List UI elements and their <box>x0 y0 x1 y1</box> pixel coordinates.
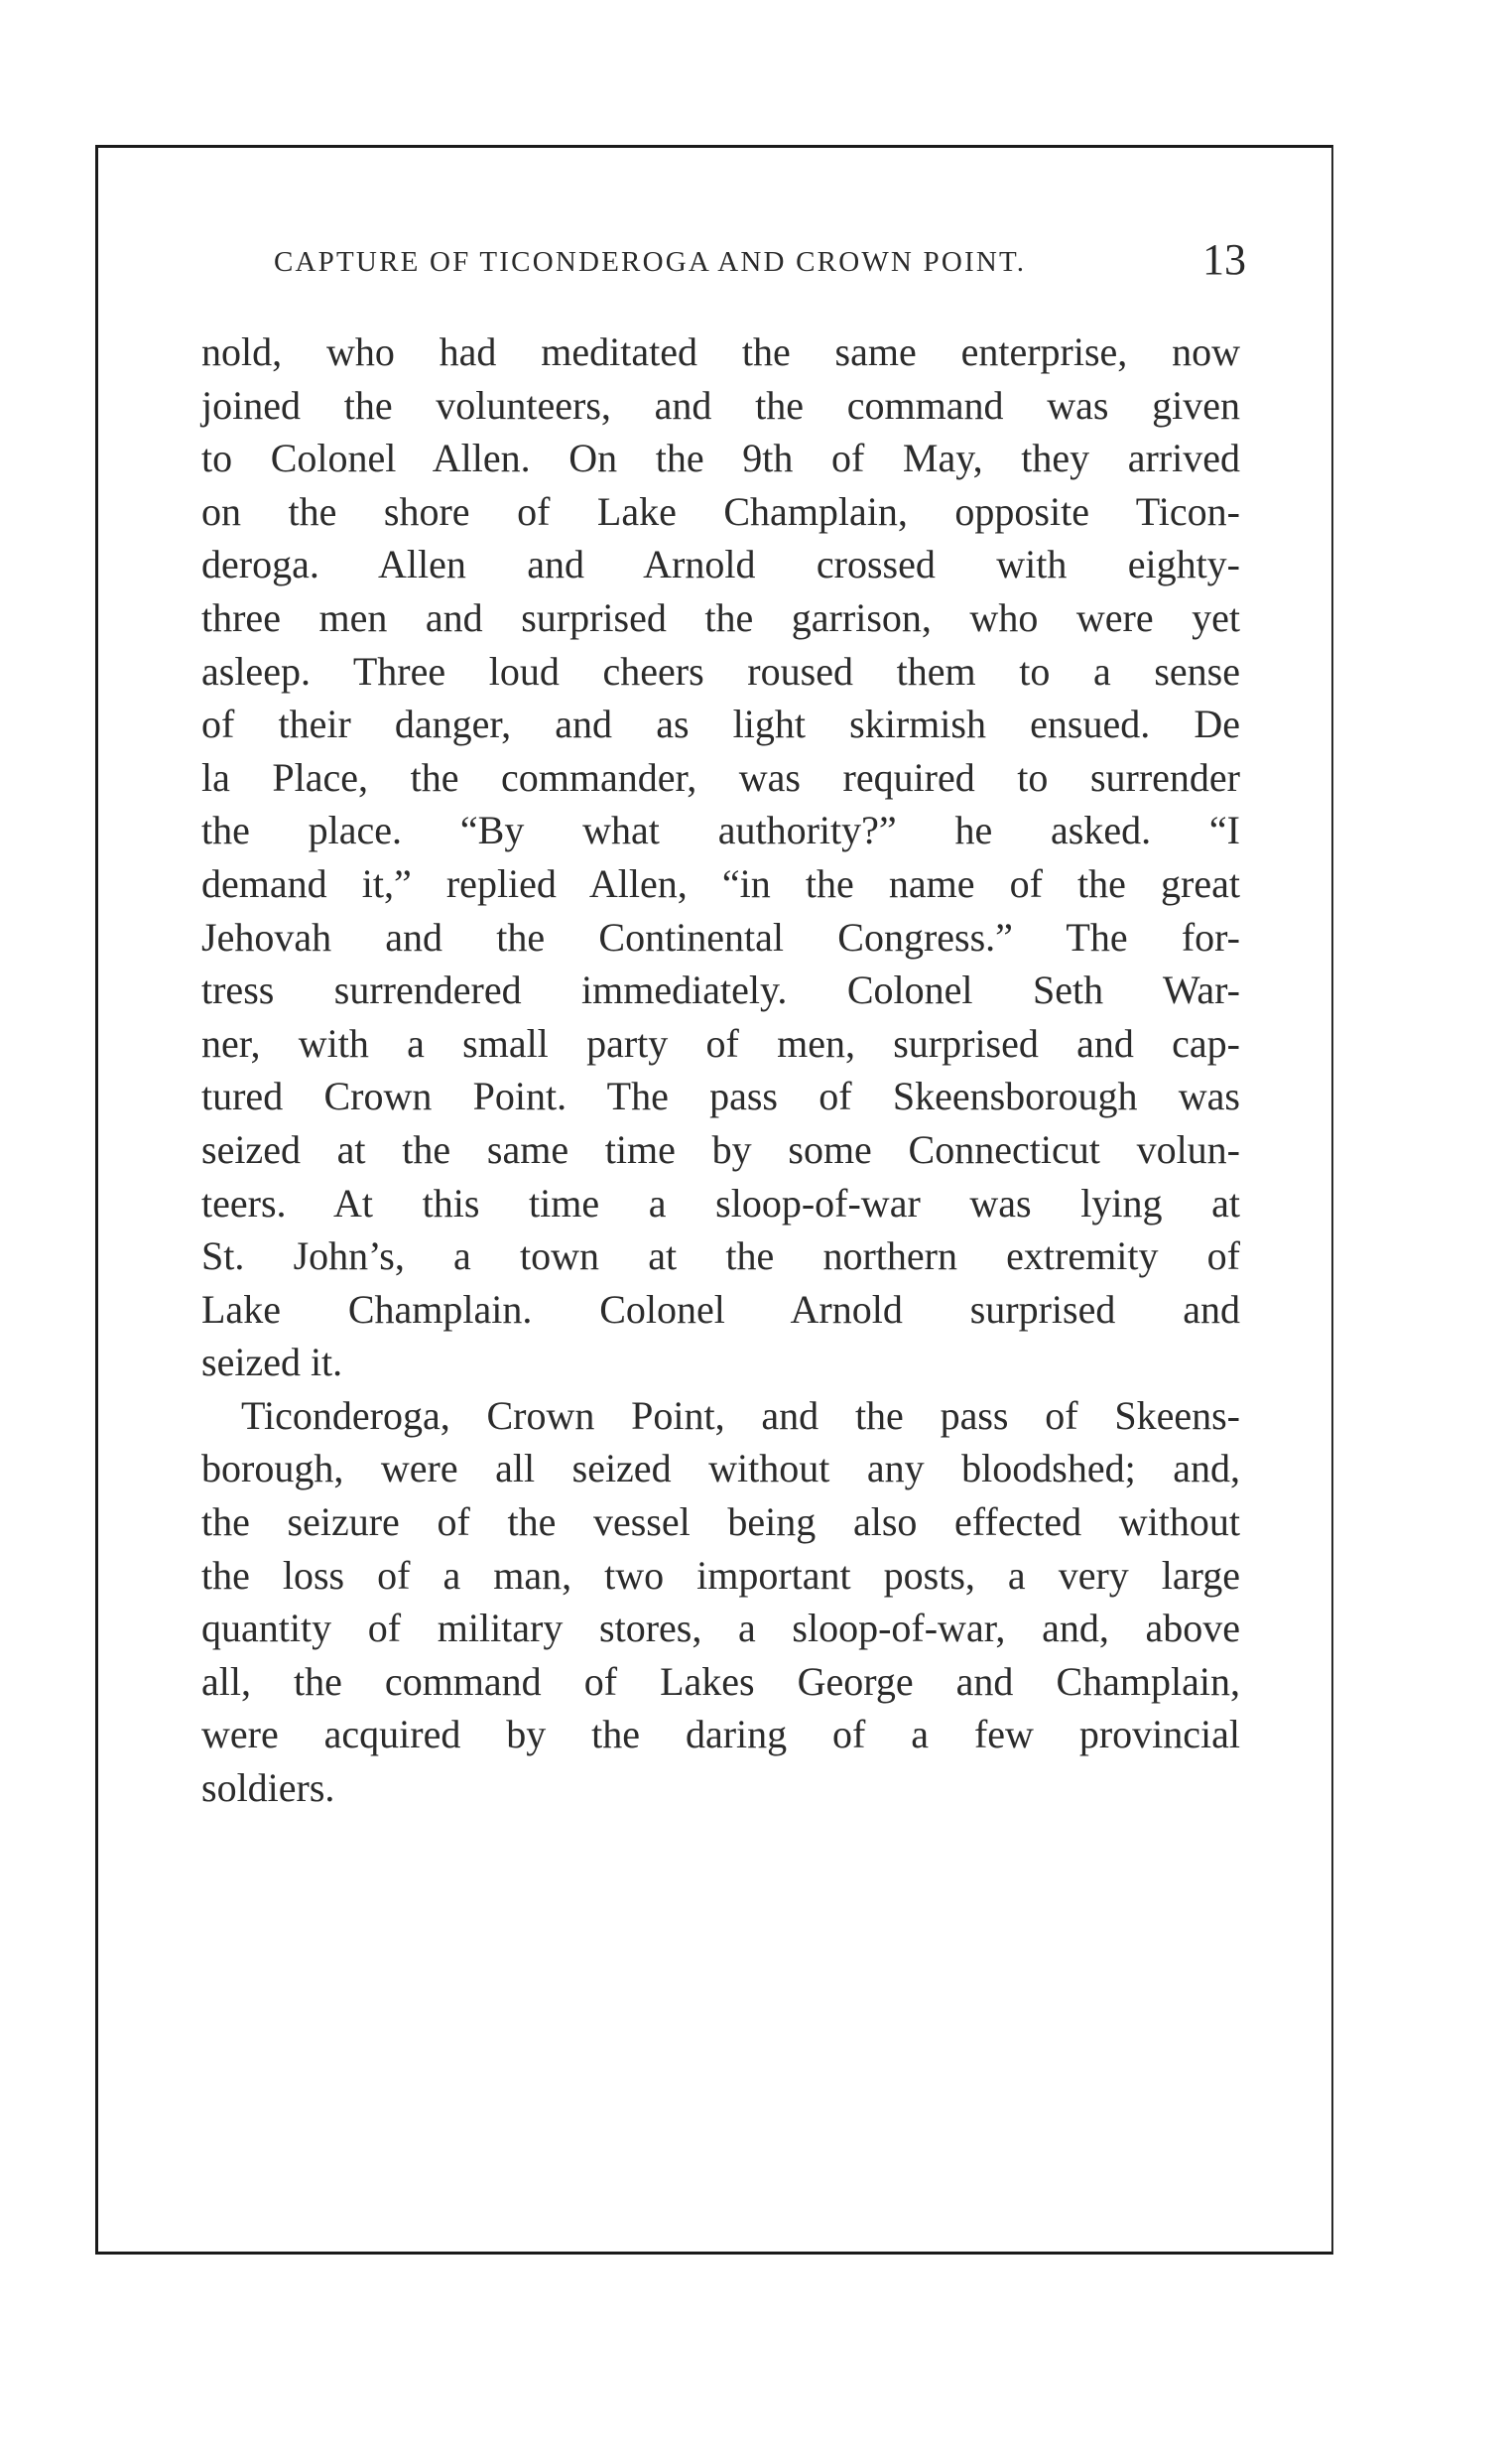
paragraph-2 <box>201 1389 1240 1815</box>
text-line: demand it,” replied Allen, “in the name of the great <box>201 860 1240 906</box>
text-line: tress surrendered immediately. Colonel Seth War- <box>201 968 1240 1013</box>
text-line: joined the volunteers, and the command was given <box>201 382 1240 428</box>
text-line: St. John’s, a town at the northern extremity of <box>201 1233 1240 1279</box>
text-line: borough, were all seized without any bloodshed; and, <box>201 1446 1240 1491</box>
text-line: deroga. Allen and Arnold crossed with eighty- <box>201 542 1240 587</box>
text-line: ner, with a small party of men, surprised and cap- <box>201 1020 1240 1066</box>
text-line: on the shore of Lake Champlain, opposite Ticon- <box>201 488 1240 534</box>
running-head <box>274 234 1246 294</box>
text-line: the place. “By what authority?” he asked. “I <box>201 808 1240 853</box>
page-number: 13 <box>1202 235 1246 284</box>
text-line: seized at the same time by some Connecticut volun- <box>201 1126 1240 1172</box>
text-line: the loss of a man, two important posts, a very large <box>201 1552 1240 1598</box>
body-text <box>201 325 1240 1815</box>
running-title: CAPTURE OF TICONDEROGA AND CROWN POINT. <box>274 246 1027 278</box>
text-line: soldiers. <box>201 1765 335 1811</box>
text-line: teers. At this time a sloop-of-war was lying at <box>201 1180 1240 1226</box>
text-line: of their danger, and as light skirmish ensued. De <box>201 702 1240 747</box>
text-line: Jehovah and the Continental Congress.” The for- <box>201 914 1240 960</box>
text-line: were acquired by the daring of a few provincial <box>201 1712 1240 1757</box>
text-line: Lake Champlain. Colonel Arnold surprised and <box>201 1286 1240 1332</box>
text-line: the seizure of the vessel being also effected without <box>201 1499 1240 1545</box>
text-line: tured Crown Point. The pass of Skeensborough was <box>201 1074 1240 1119</box>
text-line: nold, who had meditated the same enterprise, now <box>201 329 1240 374</box>
text-line: seized it. <box>201 1340 343 1385</box>
text-line: to Colonel Allen. On the 9th of May, they arrived <box>201 436 1240 481</box>
text-line: all, the command of Lakes George and Champlain, <box>201 1658 1240 1704</box>
text-line: Ticonderoga, Crown Point, and the pass of Skeens- <box>241 1392 1240 1438</box>
text-line: three men and surprised the garrison, who were yet <box>201 594 1240 640</box>
text-line: la Place, the commander, was required to surrender <box>201 754 1240 800</box>
text-line: quantity of military stores, a sloop-of-war, and, above <box>201 1606 1240 1651</box>
text-line: asleep. Three loud cheers roused them to a sense <box>201 648 1240 694</box>
paragraph-1 <box>201 325 1240 1389</box>
